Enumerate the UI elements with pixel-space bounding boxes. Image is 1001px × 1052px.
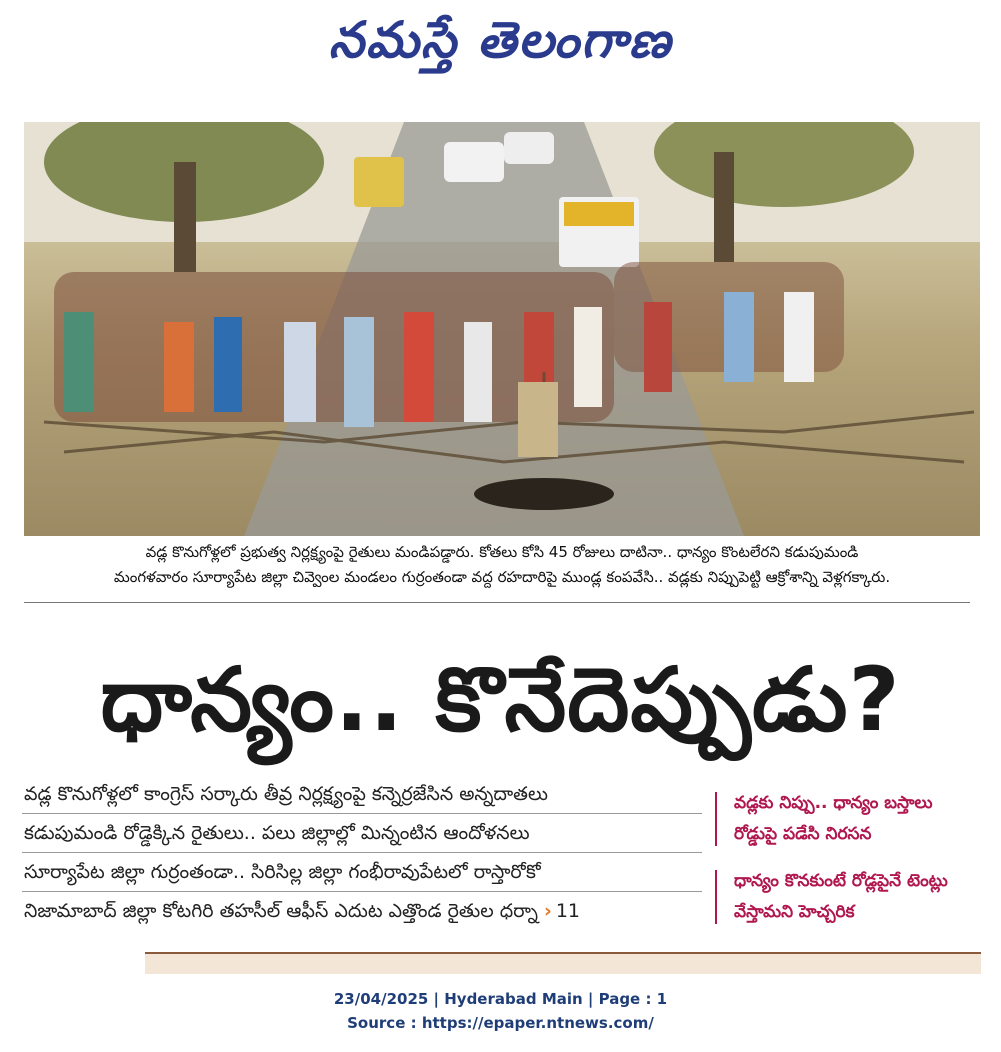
continue-page-number[interactable]: 11: [555, 900, 580, 922]
caption-divider: [24, 602, 970, 603]
sidebar-item: వడ్లకు నిప్పు.. ధాన్యం బస్తాలు రోడ్డుపై పడేసి నిరసన: [710, 788, 980, 850]
continue-arrow-icon[interactable]: ›: [543, 900, 552, 922]
photo-illustration: [24, 122, 980, 536]
photo-caption: [24, 540, 980, 590]
highlight-item-text: నిజామాబాద్ జిల్లా కోటగిరి తహసీల్ ఆఫీస్ ఎదుట ఎత్తొండ రైతుల ధర్నా: [24, 900, 538, 922]
sidebar-item: ధాన్యం కొనకుంటే రోడ్లపైనే టెంట్లు వేస్తామని హెచ్చరిక: [710, 866, 980, 928]
masthead-logo: నమస్తే తెలంగాణ: [328, 11, 673, 69]
footer-date-edition: 23/04/2025 | Hyderabad Main | Page : 1: [333, 990, 668, 1008]
highlights-list: [22, 775, 702, 930]
caption-line-2: మంగళవారం సూర్యాపేట జిల్లా చివ్వెంల మండలం గుర్రంతండా వద్ద రహదారిపై ముండ్ల కంపవేసి.. వడ్లకు నిప్పుపెట్టి ఆక్రోశాన్ని వెళ్లగక్కారు.: [113, 568, 891, 586]
news-photo: [24, 122, 980, 536]
highlight-item: సూర్యాపేట జిల్లా గుర్రంతండా.. సిరిసిల్ల జిల్లా గంభీరావుపేటలో రాస్తారోకో: [22, 853, 702, 892]
sidebar-highlights: [710, 788, 980, 944]
caption-line-1: వడ్ల కొనుగోళ్లలో ప్రభుత్వ నిర్లక్ష్యంపై రైతులు మండిపడ్డారు. కోతలు కోసి 45 రోజులు దాటినా.. ధాన్యం కొంటలేరని కడుపుమండి: [145, 543, 859, 561]
highlight-item: వడ్ల కొనుగోళ్లలో కాంగ్రెస్ సర్కారు తీవ్ర నిర్లక్ష్యంపై కన్నెర్రజేసిన అన్నదాతలు: [22, 775, 702, 814]
highlight-item-last: [22, 892, 702, 930]
next-article-strip: [145, 952, 981, 974]
headline: ధాన్యం.. కొనేదెప్పుడు?: [100, 648, 901, 751]
highlight-item: కడుపుమండి రోడ్డెక్కిన రైతులు.. పలు జిల్లాల్లో మిన్నంటిన ఆందోళనలు: [22, 814, 702, 853]
footer-source[interactable]: Source : https://epaper.ntnews.com/: [347, 1014, 654, 1032]
